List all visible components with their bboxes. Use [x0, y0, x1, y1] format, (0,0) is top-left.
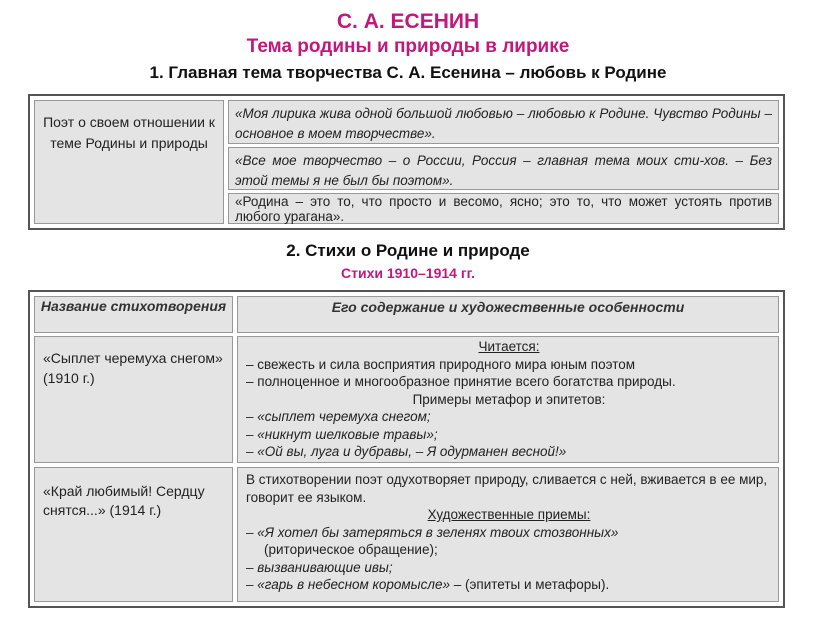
section2-subheading: Стихи 1910–1914 гг.	[341, 265, 475, 281]
poem2-example-1-note: (риторическое обращение);	[264, 542, 438, 557]
author-title: С. А. ЕСЕНИН	[336, 10, 480, 33]
poem2-example-3-quote: – «гарь в небесном коромысле»	[246, 577, 450, 592]
poem-content-1	[237, 336, 779, 463]
poem2-example-3	[246, 576, 772, 594]
poems-table	[28, 290, 785, 608]
quotes-table-label: Поэт о своем отношении к теме Родины и природы	[34, 100, 224, 224]
column-header-content: Его содержание и художественные особенности	[237, 296, 779, 333]
column-header-title: Название стихотворения	[34, 296, 233, 333]
poem-title-2: «Край любимый! Сердцу снятся...» (1914 г.)	[34, 467, 233, 602]
quotes-table	[28, 94, 785, 230]
quotes-column	[228, 100, 779, 224]
poem-title-1: «Сыплет черемуха снегом» (1910 г.)	[34, 336, 233, 463]
poem1-example-1: – «сыплет черемуха снегом;	[246, 409, 431, 424]
poem1-example-3: – «Ой вы, луга и дубравы, – Я одурманен весной!»	[246, 444, 567, 459]
poem2-example-1: – «Я хотел бы затеряться в зеленях твоих стозвонных»	[246, 524, 619, 540]
poem1-subheading: Примеры метафор и эпитетов:	[412, 391, 606, 407]
section2-heading: 2. Стихи о Родине и природе	[286, 241, 530, 260]
quote-2: «Все мое творчество – о России, Россия – главная тема моих сти-хов. – Без этой темы я не был бы поэтом».	[228, 147, 779, 190]
poem1-example-2: – «никнут шелковые травы»;	[246, 426, 438, 442]
quote-3: «Родина – это то, что просто и весомо, ясно; это то, что может устоять против любого урагана».	[228, 193, 779, 224]
quote-1: «Моя лирика жива одной большой любовью – любовью к Родине. Чувство Родины – основное в моем творчестве».	[228, 100, 779, 144]
topic-title: Тема родины и природы в лирике	[246, 36, 570, 57]
poem1-line-2: – полноценное и многообразное принятие всего богатства природы.	[246, 374, 676, 389]
poem-content-2	[237, 467, 779, 602]
poem1-heading: Читается:	[478, 339, 540, 354]
section1-heading: 1. Главная тема творчества С. А. Есенина – любовь к Родине	[149, 63, 667, 82]
poem2-example-3-note: – (эпитеты и метафоры).	[449, 577, 610, 592]
poem1-line-1: – свежесть и сила восприятия природного мира юным поэтом	[246, 356, 636, 372]
poem2-example-2: – вызванивающие ивы;	[246, 559, 393, 575]
poem2-intro: В стихотворении поэт одухотворяет природу, сливается с ней, вживается в ее мир, говорит ее языком.	[246, 472, 768, 505]
poem2-subheading: Художественные приемы:	[427, 507, 591, 522]
